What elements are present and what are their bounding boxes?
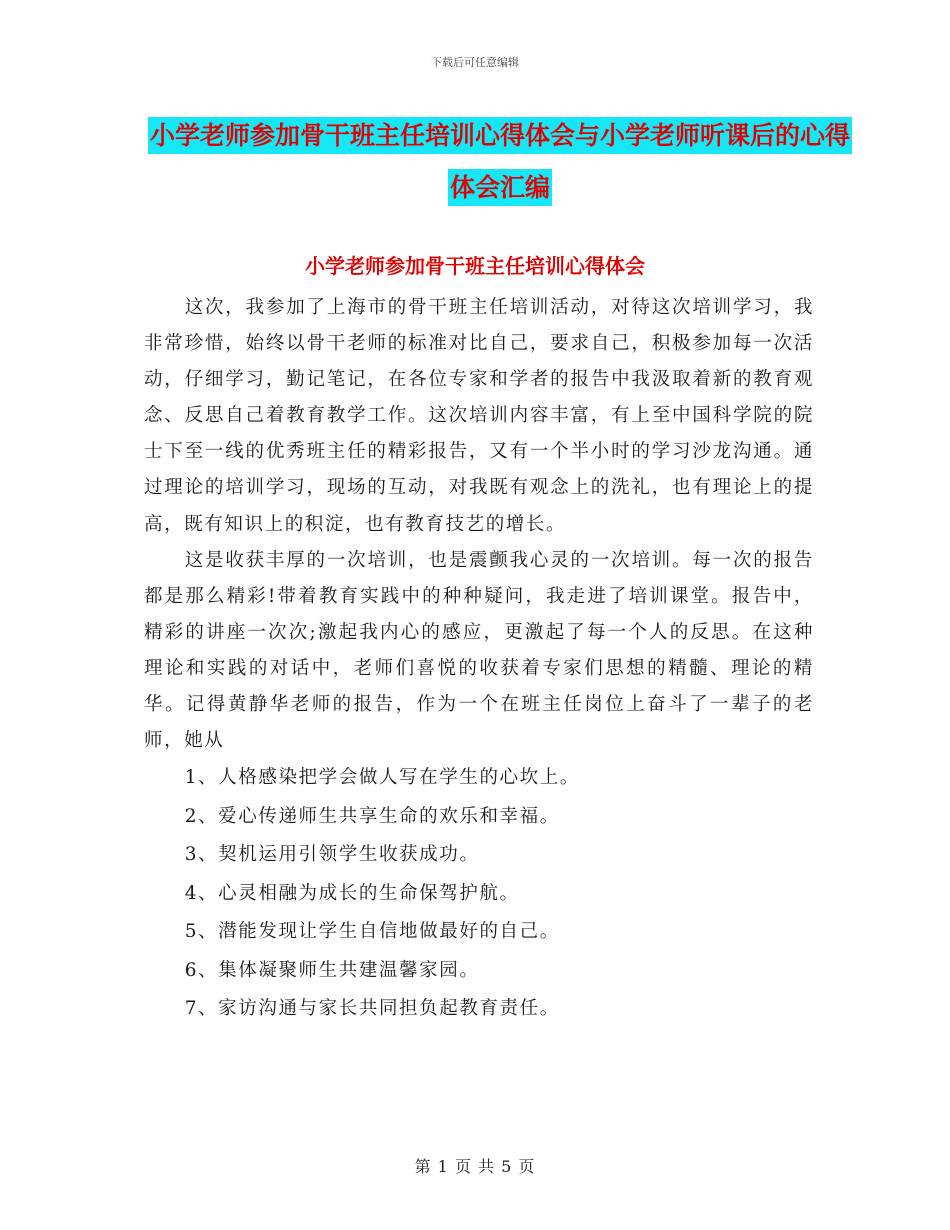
section-title: 小学老师参加骨干班主任培训心得体会 [305,254,645,278]
paragraph-2: 这是收获丰厚的一次培训，也是震颤我心灵的一次培训。每一次的报告都是那么精彩!带着教育实践中的种种疑问，我走进了培训课堂。报告中，精彩的讲座一次次;激起我内心的感应，更激起了每一个人的反思。在这种理论和实践的对话中，老师们喜悦的收获着专家们思想的精髓、理论的精华。记得黄静华老师的报告，作为一个在班主任岗位上奋斗了一辈子的老师，她从 [144,549,814,752]
numbered-list [144,759,814,1029]
list-item: 5、潜能发现让学生自信地做最好的自己。 [184,921,560,943]
list-item: 7、家访沟通与家长共同担负起教育责任。 [184,998,560,1020]
list-item: 6、集体凝聚师生共建温馨家园。 [184,959,480,981]
document-body [144,290,814,1029]
list-item: 1、人格感染把学会做人写在学生的心坎上。 [184,767,580,789]
document-title-text: 小学老师参加骨干班主任培训心得体会与小学老师听课后的心得体会汇编 [148,117,852,206]
list-item: 3、契机运用引领学生收获成功。 [184,844,480,866]
paragraph-1: 这次，我参加了上海市的骨干班主任培训活动，对待这次培训学习，我非常珍惜，始终以骨干老师的标准对比自己，要求自己，积极参加每一次活动，仔细学习，勤记笔记，在各位专家和学者的报告中我汲取着新的教育观念、反思自己着教育教学工作。这次培训内容丰富，有上至中国科学院的院士下至一线的优秀班主任的精彩报告，又有一个半小时的学习沙龙沟通。通过理论的培训学习，现场的互动，对我既有观念上的洗礼，也有理论上的提高，既有知识上的积淀，也有教育技艺的增长。 [144,297,814,535]
list-item: 4、心灵相融为成长的生命保驾护航。 [184,882,520,904]
header-note: 下载后可任意编辑 [431,56,519,69]
page-footer: 第 1 页 共 5 页 [414,1157,536,1176]
list-item: 2、爱心传递师生共享生命的欢乐和幸福。 [184,805,560,827]
document-title [140,110,860,214]
